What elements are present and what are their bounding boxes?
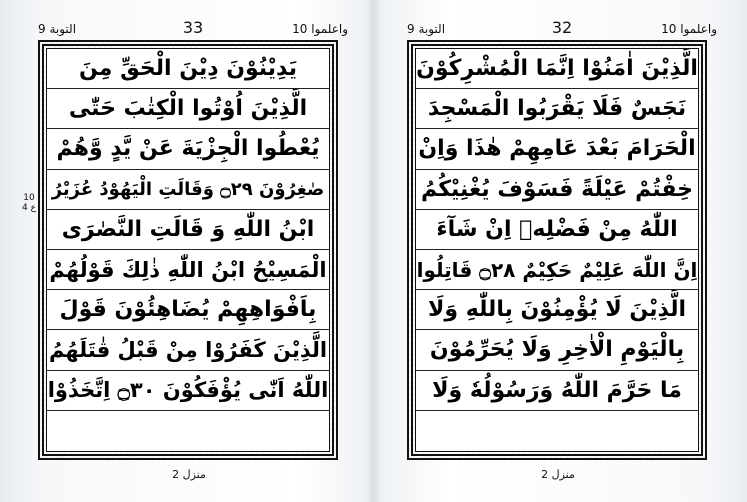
page-footer: منزل 2 — [541, 468, 575, 481]
text-line: نَجَسٌ فَلَا يَقْرَبُوا الْمَسْجِدَ — [416, 89, 698, 129]
text-line: اللّٰهُ اَنّٰى يُؤْفَكُوْنَ ۝٣٠ اِتَّخَذُوْا — [47, 371, 329, 411]
text-line: اللّٰهُ مِنْ فَضْلِهٖ اِنْ شَآءَ — [416, 210, 698, 250]
text-line — [416, 411, 698, 451]
text-line: ابْنُ اللّٰهِ وَ قَالَتِ النَّصٰرَى — [47, 210, 329, 250]
text-line: اِنَّ اللّٰهَ عَلِيْمٌ حَكِيْمٌ ۝٢٨ قَاتِلُوا — [416, 250, 698, 290]
ruku-marker: 10 ع 4 — [22, 193, 36, 213]
text-line: خِفْتُمْ عَيْلَةً فَسَوْفَ يُغْنِيْكُمُ — [416, 170, 698, 210]
text-line: يُعْطُوا الْجِزْيَةَ عَنْ يَّدٍ وَّهُمْ — [47, 129, 329, 169]
text-line: يَدِيْنُوْنَ دِيْنَ الْحَقِّ مِنَ — [47, 49, 329, 89]
text-line: بِالْيَوْمِ الْاٰخِرِ وَلَا يُحَرِّمُوْنَ — [416, 330, 698, 370]
left-page — [10, 8, 368, 494]
text-frame — [407, 40, 707, 460]
page-footer: منزل 2 — [172, 468, 206, 481]
text-lines — [46, 48, 330, 452]
juz-label: واعلموا 10 — [292, 22, 348, 36]
juz-label: واعلموا 10 — [661, 22, 717, 36]
text-lines — [415, 48, 699, 452]
text-line: الَّذِيْنَ كَفَرُوْا مِنْ قَبْلُ قٰتَلَهُمُ — [47, 330, 329, 370]
page-number: 32 — [551, 18, 573, 37]
text-line: الَّذِيْنَ اُوْتُوا الْكِتٰبَ حَتّٰى — [47, 89, 329, 129]
page-header — [407, 18, 717, 40]
page-number: 33 — [182, 18, 204, 37]
text-line: صٰغِرُوْنَ ۝٢٩ وَقَالَتِ الْيَهُوْدُ عُزَيْرُ — [47, 170, 329, 210]
text-line: بِاَفْوَاهِهِمْ يُضَاهِئُوْنَ قَوْلَ — [47, 290, 329, 330]
right-page — [379, 8, 737, 494]
page-header — [38, 18, 348, 40]
text-line: الَّذِيْنَ لَا يُؤْمِنُوْنَ بِاللّٰهِ وَلَا — [416, 290, 698, 330]
text-line: الْمَسِيْحُ ابْنُ اللّٰهِ ذٰلِكَ قَوْلُهُمْ — [47, 250, 329, 290]
text-line: مَا حَرَّمَ اللّٰهُ وَرَسُوْلُهٗ وَلَا — [416, 371, 698, 411]
text-line: الَّذِيْنَ اٰمَنُوْا اِنَّمَا الْمُشْرِكُوْنَ — [416, 49, 698, 89]
surah-label: التوبة 9 — [407, 22, 446, 36]
surah-label: التوبة 9 — [38, 22, 77, 36]
text-line: الْحَرَامَ بَعْدَ عَامِهِمْ هٰذَا وَاِنْ — [416, 129, 698, 169]
text-frame — [38, 40, 338, 460]
text-line — [47, 411, 329, 451]
